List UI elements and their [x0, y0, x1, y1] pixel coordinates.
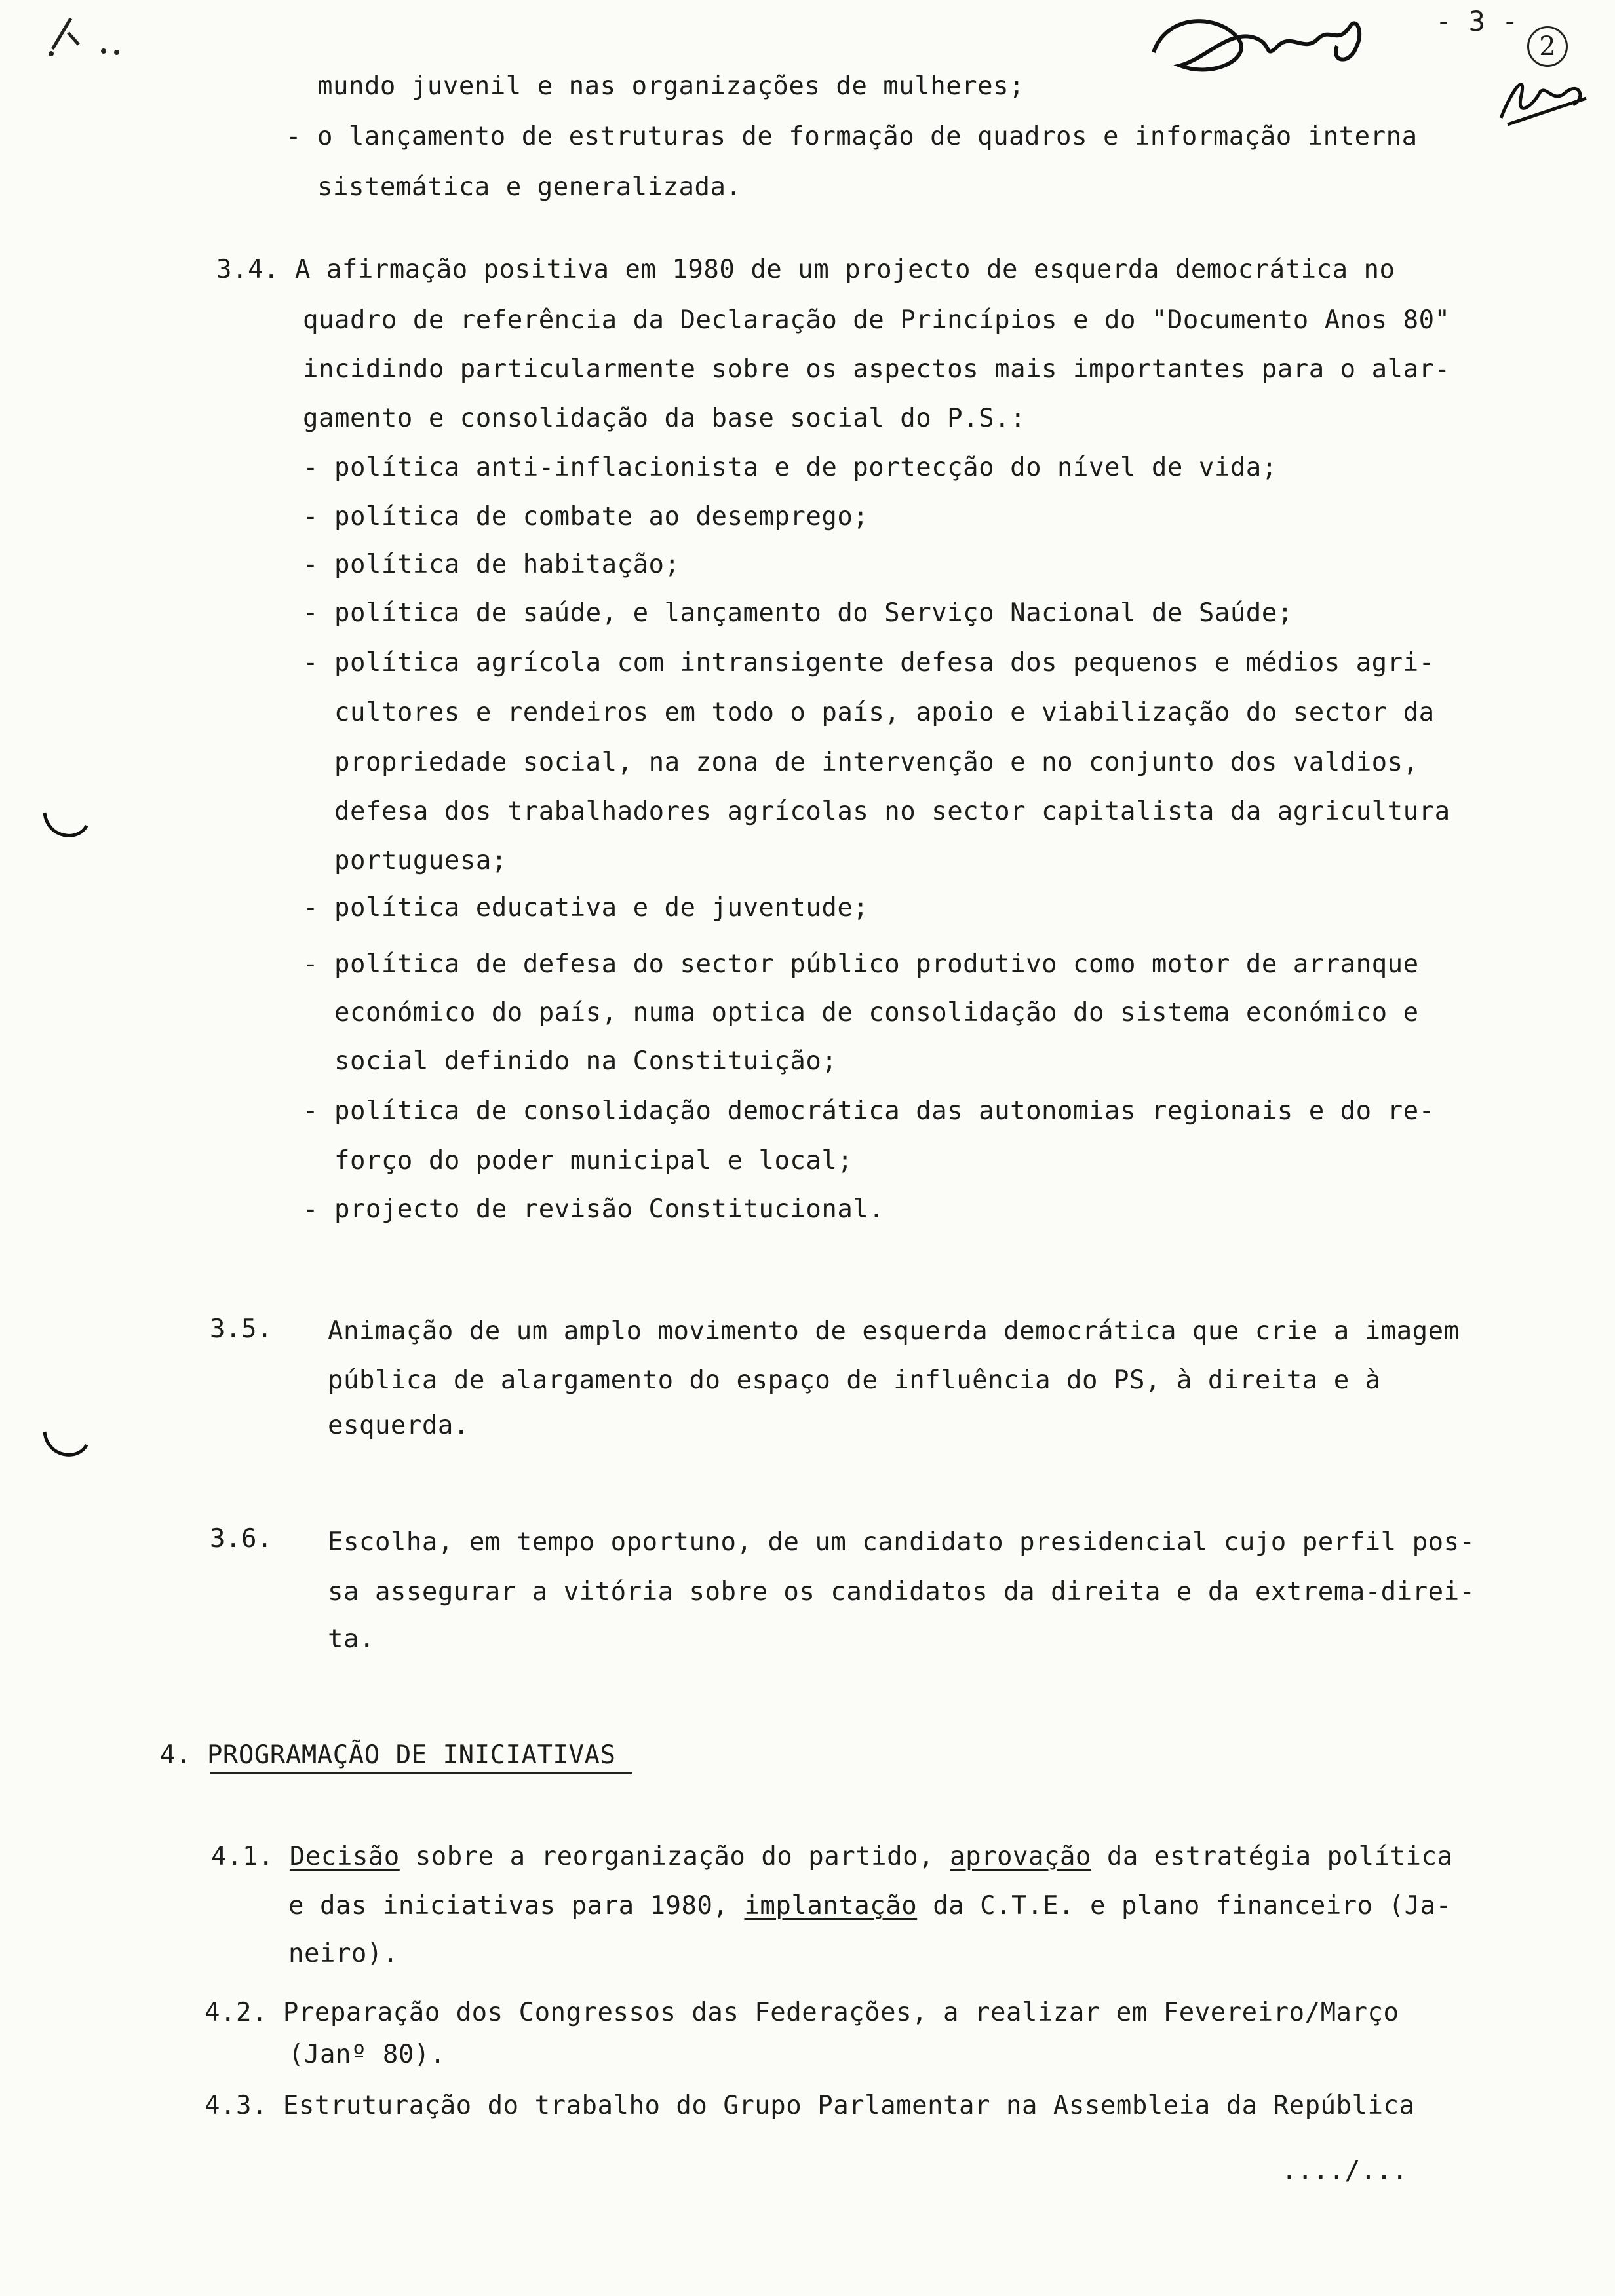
- text-line: gamento e consolidação da base social do P.S.:: [303, 404, 1026, 433]
- text-fragment: sobre a reorganização do partido,: [415, 1842, 935, 1871]
- text-line: Escolha, em tempo oportuno, de um candidato presidencial cujo perfil pos-: [328, 1527, 1475, 1557]
- text-line: defesa dos trabalhadores agrícolas no sector capitalista da agricultura: [334, 797, 1450, 826]
- continuation-marker: ..../...: [1281, 2156, 1408, 2186]
- margin-initials: [1494, 59, 1593, 131]
- underlined-word: implantação: [744, 1891, 918, 1921]
- text-line: ta.: [328, 1624, 375, 1654]
- text-line: mundo juvenil e nas organizações de mulheres;: [317, 71, 1025, 101]
- text-line: portuguesa;: [334, 846, 507, 875]
- text-line: - política agrícola com intransigente defesa dos pequenos e médios agri-: [303, 648, 1435, 678]
- text-line: - política de habitação;: [303, 550, 680, 579]
- punch-mark: [39, 806, 92, 845]
- corner-scribble: [39, 13, 131, 66]
- text-line: - política de defesa do sector público produtivo como motor de arranque: [303, 949, 1419, 979]
- text-line: pública de alargamento do espaço de influência do PS, à direita e à: [328, 1366, 1381, 1395]
- handwritten-signature: [1140, 0, 1376, 92]
- text-line: quadro de referência da Declaração de Princípios e do "Documento Anos 80": [303, 305, 1450, 335]
- text-fragment: da estratégia política: [1106, 1842, 1453, 1871]
- text-line: cultores e rendeiros em todo o país, apoio e viabilização do sector da: [334, 698, 1435, 727]
- text-line: - política anti-inflacionista e de portecção do nível de vida;: [303, 453, 1277, 482]
- item-number: 4.1.: [211, 1842, 274, 1871]
- text-line: [211, 1841, 1452, 1873]
- underlined-word: Decisão: [289, 1842, 400, 1871]
- text-line: - política de combate ao desemprego;: [303, 502, 869, 531]
- text-line: forço do poder municipal e local;: [334, 1146, 853, 1176]
- underlined-word: aprovação: [950, 1842, 1091, 1871]
- text-line: - projecto de revisão Constitucional.: [303, 1195, 885, 1224]
- section-heading-text: 4. PROGRAMAÇÃO DE INICIATIVAS: [160, 1740, 616, 1770]
- text-line: [288, 1890, 1452, 1922]
- text-line: neiro).: [288, 1939, 399, 1968]
- section-heading: [160, 1740, 615, 1771]
- text-fragment: da C.T.E. e plano financeiro (Ja-: [933, 1891, 1452, 1921]
- section-number: 3.5.: [210, 1314, 273, 1344]
- text-line: sistemática e generalizada.: [317, 172, 742, 202]
- text-line: - política educativa e de juventude;: [303, 893, 869, 923]
- text-line: incidindo particularmente sobre os aspectos mais importantes para o alar-: [303, 354, 1450, 384]
- text-line: social definido na Constituição;: [334, 1046, 838, 1076]
- text-line: (Janº 80).: [288, 2040, 446, 2069]
- text-line: sa assegurar a vitória sobre os candidatos da direita e da extrema-direi-: [328, 1577, 1475, 1607]
- text-line: 3.4. A afirmação positiva em 1980 de um projecto de esquerda democrática no: [216, 255, 1395, 284]
- text-line: Animação de um amplo movimento de esquerda democrática que crie a imagem: [328, 1316, 1460, 1346]
- text-line: - o lançamento de estruturas de formação de quadros e informação interna: [286, 122, 1418, 151]
- text-line: - política de consolidação democrática das autonomias regionais e do re-: [303, 1096, 1435, 1126]
- text-line: 4.2. Preparação dos Congressos das Federações, a realizar em Fevereiro/Março: [204, 1998, 1399, 2027]
- heading-underline: [210, 1772, 632, 1774]
- text-line: propriedade social, na zona de intervenção e no conjunto dos valdios,: [334, 748, 1419, 777]
- punch-mark: [39, 1425, 92, 1464]
- text-line: 4.3. Estruturação do trabalho do Grupo Parlamentar na Assembleia da República: [204, 2091, 1415, 2120]
- text-line: esquerda.: [328, 1411, 469, 1440]
- text-line: - política de saúde, e lançamento do Serviço Nacional de Saúde;: [303, 598, 1293, 628]
- page-number: - 3 -: [1435, 5, 1519, 37]
- text-fragment: e das iniciativas para 1980,: [288, 1891, 729, 1921]
- section-number: 3.6.: [210, 1524, 273, 1554]
- text-line: económico do país, numa optica de consolidação do sistema económico e: [334, 998, 1419, 1027]
- circled-annotation: 2: [1527, 26, 1568, 67]
